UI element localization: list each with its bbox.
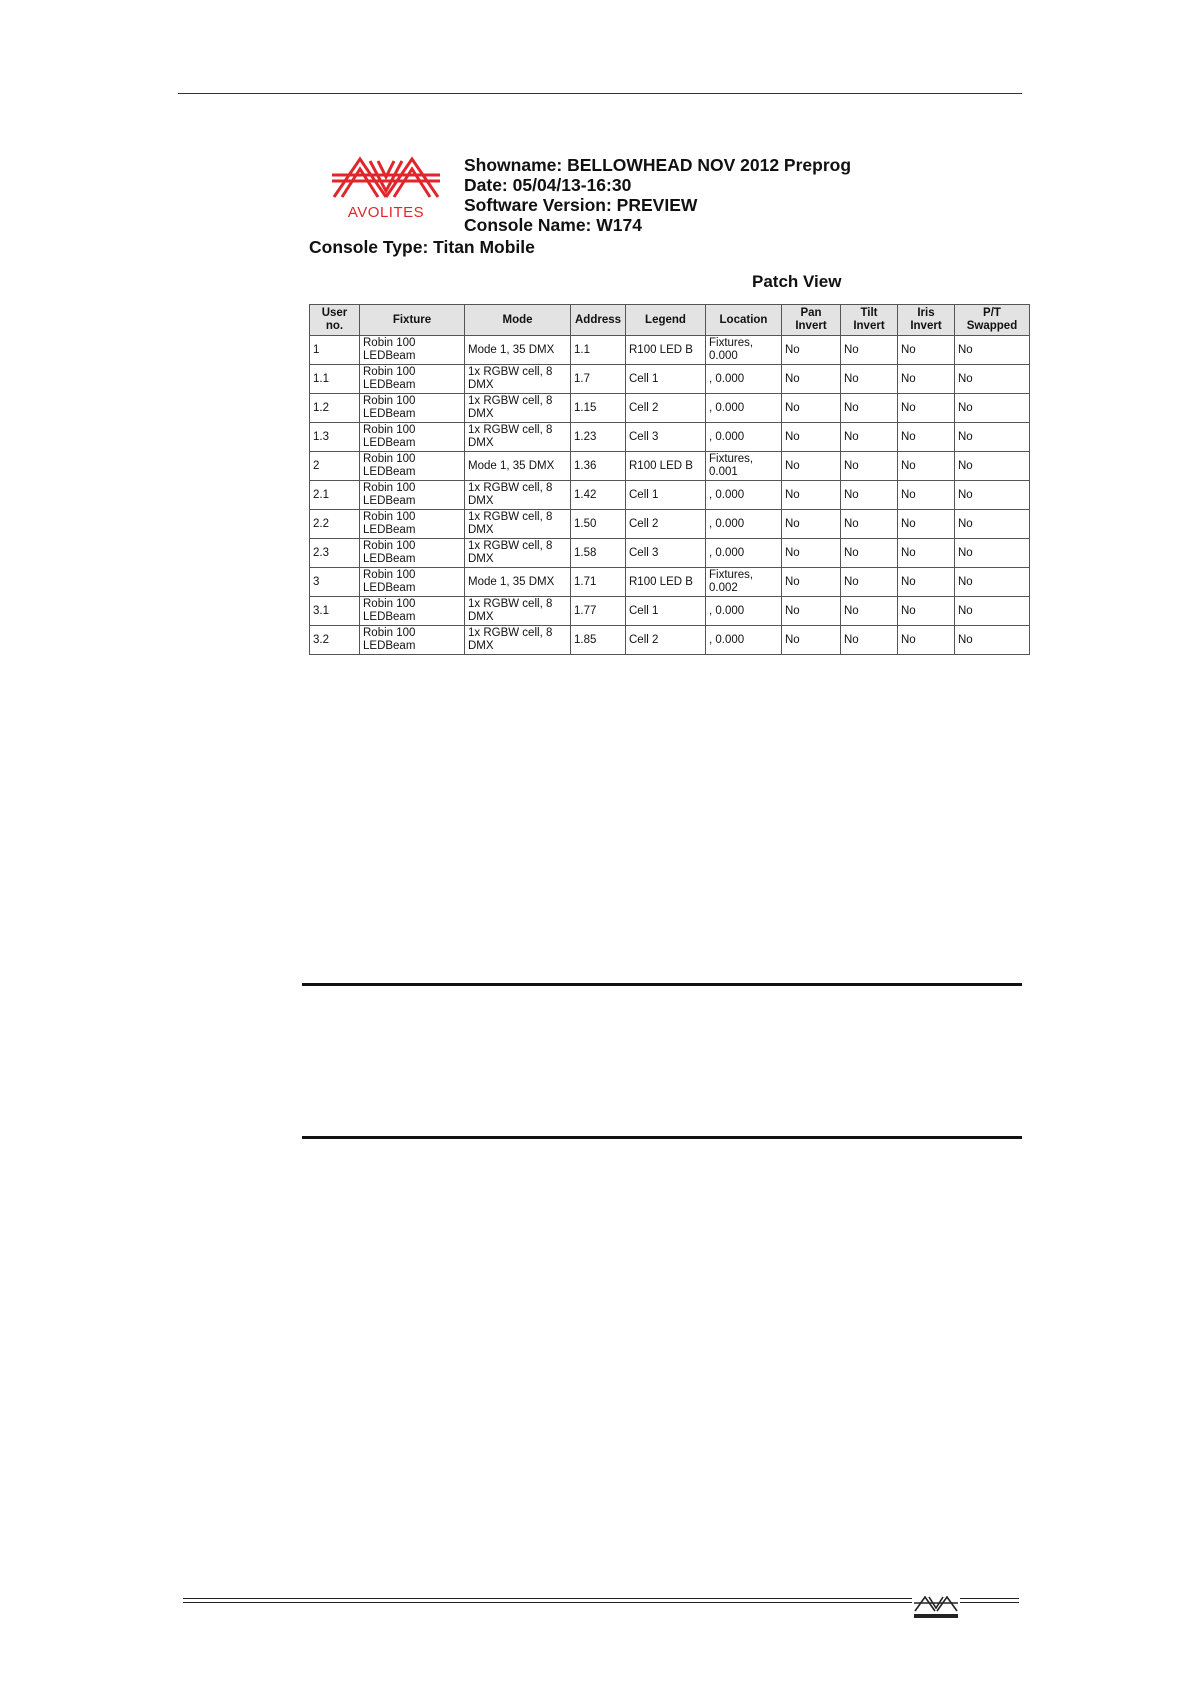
cell-fixture: Robin 100 LEDBeam: [360, 626, 465, 655]
cell-pt-swapped: No: [955, 394, 1030, 423]
cell-legend: Cell 2: [626, 394, 706, 423]
cell-fixture: Robin 100 LEDBeam: [360, 423, 465, 452]
cell-legend: Cell 3: [626, 423, 706, 452]
cell-iris-invert: No: [898, 626, 955, 655]
patch-view-title: Patch View: [752, 272, 842, 291]
cell-pt-swapped: No: [955, 452, 1030, 481]
col-pt-swapped: P/T Swapped: [955, 305, 1030, 336]
cell-pan-invert: No: [782, 597, 841, 626]
table-row: [310, 452, 1030, 481]
cell-user-no: 2.1: [310, 481, 360, 510]
cell-tilt-invert: No: [841, 626, 898, 655]
cell-pt-swapped: No: [955, 539, 1030, 568]
cell-fixture: Robin 100 LEDBeam: [360, 597, 465, 626]
cell-pan-invert: No: [782, 510, 841, 539]
cell-pan-invert: No: [782, 365, 841, 394]
col-fixture: Fixture: [360, 305, 465, 336]
cell-user-no: 3: [310, 568, 360, 597]
cell-mode: 1x RGBW cell, 8 DMX: [465, 481, 571, 510]
cell-legend: R100 LED B: [626, 336, 706, 365]
table-row: [310, 481, 1030, 510]
show-date: Date: 05/04/13-16:30: [464, 175, 632, 195]
cell-address: 1.1: [571, 336, 626, 365]
cell-mode: 1x RGBW cell, 8 DMX: [465, 539, 571, 568]
cell-pan-invert: No: [782, 539, 841, 568]
cell-address: 1.58: [571, 539, 626, 568]
cell-tilt-invert: No: [841, 452, 898, 481]
cell-user-no: 3.1: [310, 597, 360, 626]
cell-legend: R100 LED B: [626, 452, 706, 481]
cell-pan-invert: No: [782, 568, 841, 597]
cell-iris-invert: No: [898, 539, 955, 568]
cell-pt-swapped: No: [955, 626, 1030, 655]
cell-iris-invert: No: [898, 597, 955, 626]
cell-pan-invert: No: [782, 452, 841, 481]
footer-rule: [183, 1598, 1019, 1599]
cell-iris-invert: No: [898, 452, 955, 481]
console-name: Console Name: W174: [464, 215, 642, 235]
patch-table-header: [310, 305, 1030, 336]
software-version: Software Version: PREVIEW: [464, 195, 698, 215]
cell-pt-swapped: No: [955, 336, 1030, 365]
cell-tilt-invert: No: [841, 597, 898, 626]
cell-iris-invert: No: [898, 423, 955, 452]
cell-pan-invert: No: [782, 394, 841, 423]
cell-mode: 1x RGBW cell, 8 DMX: [465, 510, 571, 539]
cell-legend: Cell 3: [626, 539, 706, 568]
cell-mode: Mode 1, 35 DMX: [465, 568, 571, 597]
cell-location: , 0.000: [706, 481, 782, 510]
cell-pt-swapped: No: [955, 510, 1030, 539]
cell-iris-invert: No: [898, 481, 955, 510]
cell-tilt-invert: No: [841, 336, 898, 365]
col-location: Location: [706, 305, 782, 336]
cell-pt-swapped: No: [955, 423, 1030, 452]
cell-legend: Cell 1: [626, 481, 706, 510]
cell-address: 1.77: [571, 597, 626, 626]
footer-avolites-logo: [912, 1594, 960, 1620]
cell-fixture: Robin 100 LEDBeam: [360, 539, 465, 568]
cell-address: 1.36: [571, 452, 626, 481]
cell-pan-invert: No: [782, 481, 841, 510]
cell-address: 1.7: [571, 365, 626, 394]
cell-tilt-invert: No: [841, 423, 898, 452]
footer-rule: [183, 1602, 1019, 1603]
cell-pt-swapped: No: [955, 568, 1030, 597]
cell-tilt-invert: No: [841, 510, 898, 539]
cell-location: Fixtures, 0.000: [706, 336, 782, 365]
logo-wordmark: AVOLITES: [347, 204, 425, 221]
cell-user-no: 3.2: [310, 626, 360, 655]
col-tilt-invert: Tilt Invert: [841, 305, 898, 336]
cell-iris-invert: No: [898, 568, 955, 597]
col-user-no: User no.: [310, 305, 360, 336]
table-row: [310, 597, 1030, 626]
cell-legend: Cell 2: [626, 626, 706, 655]
cell-user-no: 1.3: [310, 423, 360, 452]
cell-legend: Cell 1: [626, 365, 706, 394]
cell-user-no: 2.2: [310, 510, 360, 539]
col-legend: Legend: [626, 305, 706, 336]
cell-user-no: 1.1: [310, 365, 360, 394]
cell-fixture: Robin 100 LEDBeam: [360, 452, 465, 481]
cell-fixture: Robin 100 LEDBeam: [360, 568, 465, 597]
patch-table: [309, 304, 1030, 655]
cell-pan-invert: No: [782, 626, 841, 655]
cell-address: 1.23: [571, 423, 626, 452]
cell-fixture: Robin 100 LEDBeam: [360, 394, 465, 423]
cell-address: 1.42: [571, 481, 626, 510]
table-row: [310, 626, 1030, 655]
table-row: [310, 510, 1030, 539]
cell-location: , 0.000: [706, 365, 782, 394]
cell-address: 1.85: [571, 626, 626, 655]
avolites-logo-icon: [330, 153, 442, 223]
cell-fixture: Robin 100 LEDBeam: [360, 510, 465, 539]
cell-address: 1.50: [571, 510, 626, 539]
table-row: [310, 568, 1030, 597]
table-row: [310, 336, 1030, 365]
patch-table-body: [310, 336, 1030, 655]
cell-mode: 1x RGBW cell, 8 DMX: [465, 626, 571, 655]
header-rule: [178, 93, 1022, 94]
cell-location: , 0.000: [706, 539, 782, 568]
cell-location: , 0.000: [706, 394, 782, 423]
cell-fixture: Robin 100 LEDBeam: [360, 481, 465, 510]
col-mode: Mode: [465, 305, 571, 336]
cell-user-no: 1: [310, 336, 360, 365]
cell-mode: Mode 1, 35 DMX: [465, 336, 571, 365]
table-row: [310, 365, 1030, 394]
cell-iris-invert: No: [898, 336, 955, 365]
cell-location: Fixtures, 0.002: [706, 568, 782, 597]
cell-user-no: 1.2: [310, 394, 360, 423]
show-info: [464, 155, 851, 235]
cell-address: 1.71: [571, 568, 626, 597]
cell-iris-invert: No: [898, 365, 955, 394]
cell-pt-swapped: No: [955, 597, 1030, 626]
cell-iris-invert: No: [898, 394, 955, 423]
cell-mode: Mode 1, 35 DMX: [465, 452, 571, 481]
cell-tilt-invert: No: [841, 394, 898, 423]
col-pan-invert: Pan Invert: [782, 305, 841, 336]
cell-location: , 0.000: [706, 597, 782, 626]
cell-address: 1.15: [571, 394, 626, 423]
cell-tilt-invert: No: [841, 539, 898, 568]
divider-rule: [302, 1136, 1022, 1139]
cell-legend: Cell 2: [626, 510, 706, 539]
cell-location: , 0.000: [706, 626, 782, 655]
cell-legend: Cell 1: [626, 597, 706, 626]
col-address: Address: [571, 305, 626, 336]
cell-fixture: Robin 100 LEDBeam: [360, 336, 465, 365]
cell-mode: 1x RGBW cell, 8 DMX: [465, 423, 571, 452]
cell-mode: 1x RGBW cell, 8 DMX: [465, 597, 571, 626]
table-row: [310, 423, 1030, 452]
divider-rule: [302, 983, 1022, 986]
console-type: Console Type: Titan Mobile: [309, 237, 535, 257]
cell-tilt-invert: No: [841, 568, 898, 597]
avolites-logo-icon: [912, 1594, 960, 1620]
cell-pan-invert: No: [782, 423, 841, 452]
showname: Showname: BELLOWHEAD NOV 2012 Preprog: [464, 155, 852, 175]
avolites-logo: [330, 153, 442, 223]
table-row: [310, 539, 1030, 568]
cell-user-no: 2: [310, 452, 360, 481]
cell-pt-swapped: No: [955, 365, 1030, 394]
cell-pt-swapped: No: [955, 481, 1030, 510]
col-iris-invert: Iris Invert: [898, 305, 955, 336]
cell-iris-invert: No: [898, 510, 955, 539]
cell-location: Fixtures, 0.001: [706, 452, 782, 481]
table-row: [310, 394, 1030, 423]
cell-mode: 1x RGBW cell, 8 DMX: [465, 365, 571, 394]
cell-fixture: Robin 100 LEDBeam: [360, 365, 465, 394]
cell-legend: R100 LED B: [626, 568, 706, 597]
cell-user-no: 2.3: [310, 539, 360, 568]
cell-pan-invert: No: [782, 336, 841, 365]
cell-location: , 0.000: [706, 510, 782, 539]
cell-location: , 0.000: [706, 423, 782, 452]
cell-tilt-invert: No: [841, 481, 898, 510]
cell-mode: 1x RGBW cell, 8 DMX: [465, 394, 571, 423]
cell-tilt-invert: No: [841, 365, 898, 394]
